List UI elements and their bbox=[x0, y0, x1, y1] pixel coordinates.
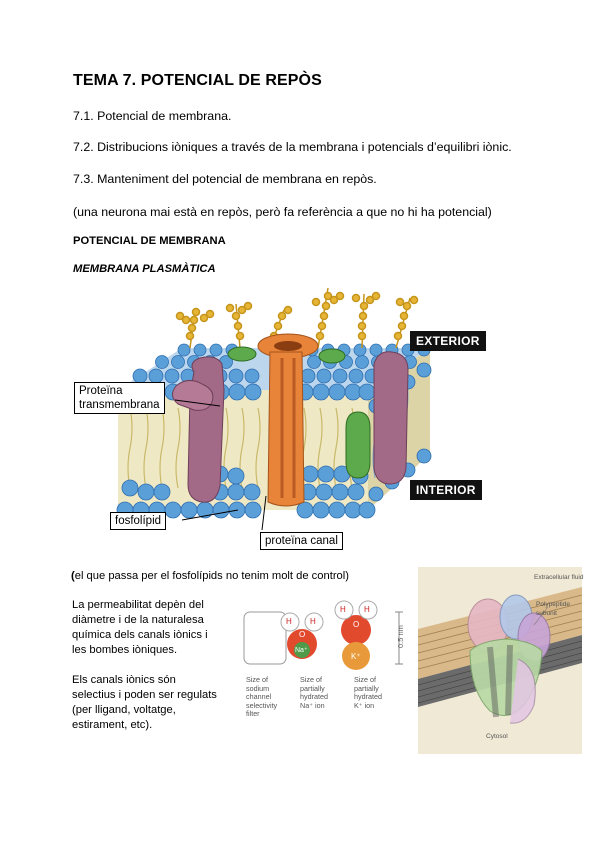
caption-line: selectivity bbox=[246, 700, 278, 710]
potassium-ion-label: K⁺ bbox=[351, 652, 361, 661]
paragraph-line: estirament, etc). bbox=[72, 719, 153, 731]
paragraph-line: La permeabilitat depèn del bbox=[72, 599, 204, 611]
sodium-ion-label: Na⁺ bbox=[295, 647, 308, 654]
caption-line: subunit bbox=[536, 609, 557, 617]
cytosol-label: Cytosol bbox=[486, 733, 508, 740]
page-title: TEMA 7. POTENCIAL DE REPÒS bbox=[73, 72, 322, 89]
channels-paragraph bbox=[72, 673, 217, 733]
atom-o-label: O bbox=[299, 630, 306, 639]
caption-line: K⁺ ion bbox=[354, 700, 375, 710]
caption-k bbox=[354, 676, 382, 710]
atom-o-label: O bbox=[353, 620, 360, 629]
caption-filter bbox=[246, 676, 277, 719]
paragraph-line: diàmetre i de la naturalesa bbox=[72, 614, 204, 626]
subunit-label bbox=[536, 601, 570, 618]
note-text: el que passa per el fosfolípids no tenim molt de control) bbox=[74, 570, 349, 582]
fosfolipid-label: fosfolípid bbox=[110, 512, 166, 530]
caption-line: Size of bbox=[300, 675, 322, 684]
atom-h-label: H bbox=[340, 605, 346, 614]
list-item: 7.1. Potencial de membrana. bbox=[73, 109, 232, 123]
channel-protein-label: proteïna canal bbox=[260, 532, 343, 550]
note-open-paren: ( bbox=[71, 570, 75, 582]
paragraph-line: química dels canals iònics i bbox=[72, 629, 208, 641]
caption-line: Size of bbox=[354, 675, 376, 684]
exterior-label: EXTERIOR bbox=[410, 331, 486, 351]
caption-na bbox=[300, 676, 328, 710]
section-heading: POTENCIAL DE MEMBRANA bbox=[73, 235, 226, 247]
channel-illustration bbox=[418, 567, 582, 754]
channel-figure bbox=[418, 567, 582, 754]
caption-line: Size of bbox=[246, 675, 268, 684]
caption-line: sodium bbox=[246, 683, 270, 693]
membrane-illustration bbox=[70, 288, 490, 550]
ion-size-figure bbox=[238, 598, 416, 730]
caption-line: hydrated bbox=[300, 692, 328, 702]
subsection-heading: MEMBRANA PLASMÀTICA bbox=[73, 263, 216, 275]
paragraph-line: Els canals iònics són bbox=[72, 674, 176, 686]
scale-label: 0.5 nm bbox=[396, 625, 405, 648]
label-line: Proteïna bbox=[79, 385, 123, 397]
paragraph-line: les bombes iòniques. bbox=[72, 644, 178, 656]
atom-h-label: H bbox=[286, 617, 292, 626]
label-line: transmembrana bbox=[79, 399, 160, 411]
caption-line: partially bbox=[354, 683, 379, 693]
paragraph-line: (per lligand, voltatge, bbox=[72, 704, 176, 716]
membrane-diagram bbox=[70, 288, 490, 550]
atom-h-label: H bbox=[364, 605, 370, 614]
paragraph-line: selectius i poden ser regulats bbox=[72, 689, 217, 701]
note-text: (una neurona mai està en repòs, però fa referència a que no hi ha potencial) bbox=[73, 205, 492, 219]
fosfolipid-note bbox=[71, 570, 349, 582]
caption-line: hydrated bbox=[354, 692, 382, 702]
caption-line: channel bbox=[246, 692, 272, 702]
extracellular-label: Extracellular fluid bbox=[534, 574, 584, 581]
transmembrane-protein-label bbox=[74, 382, 165, 414]
list-item: 7.3. Manteniment del potencial de membrana en repòs. bbox=[73, 172, 377, 186]
caption-line: filter bbox=[246, 709, 260, 719]
permeability-paragraph bbox=[72, 598, 208, 658]
caption-line: Polypeptide bbox=[536, 601, 570, 608]
list-item: 7.2. Distribucions iòniques a través de la membrana i potencials d’equilibri iònic. bbox=[73, 140, 512, 154]
atom-h-label: H bbox=[310, 617, 316, 626]
caption-line: partially bbox=[300, 683, 325, 693]
caption-line: Na⁺ ion bbox=[300, 700, 325, 710]
interior-label: INTERIOR bbox=[410, 480, 482, 500]
